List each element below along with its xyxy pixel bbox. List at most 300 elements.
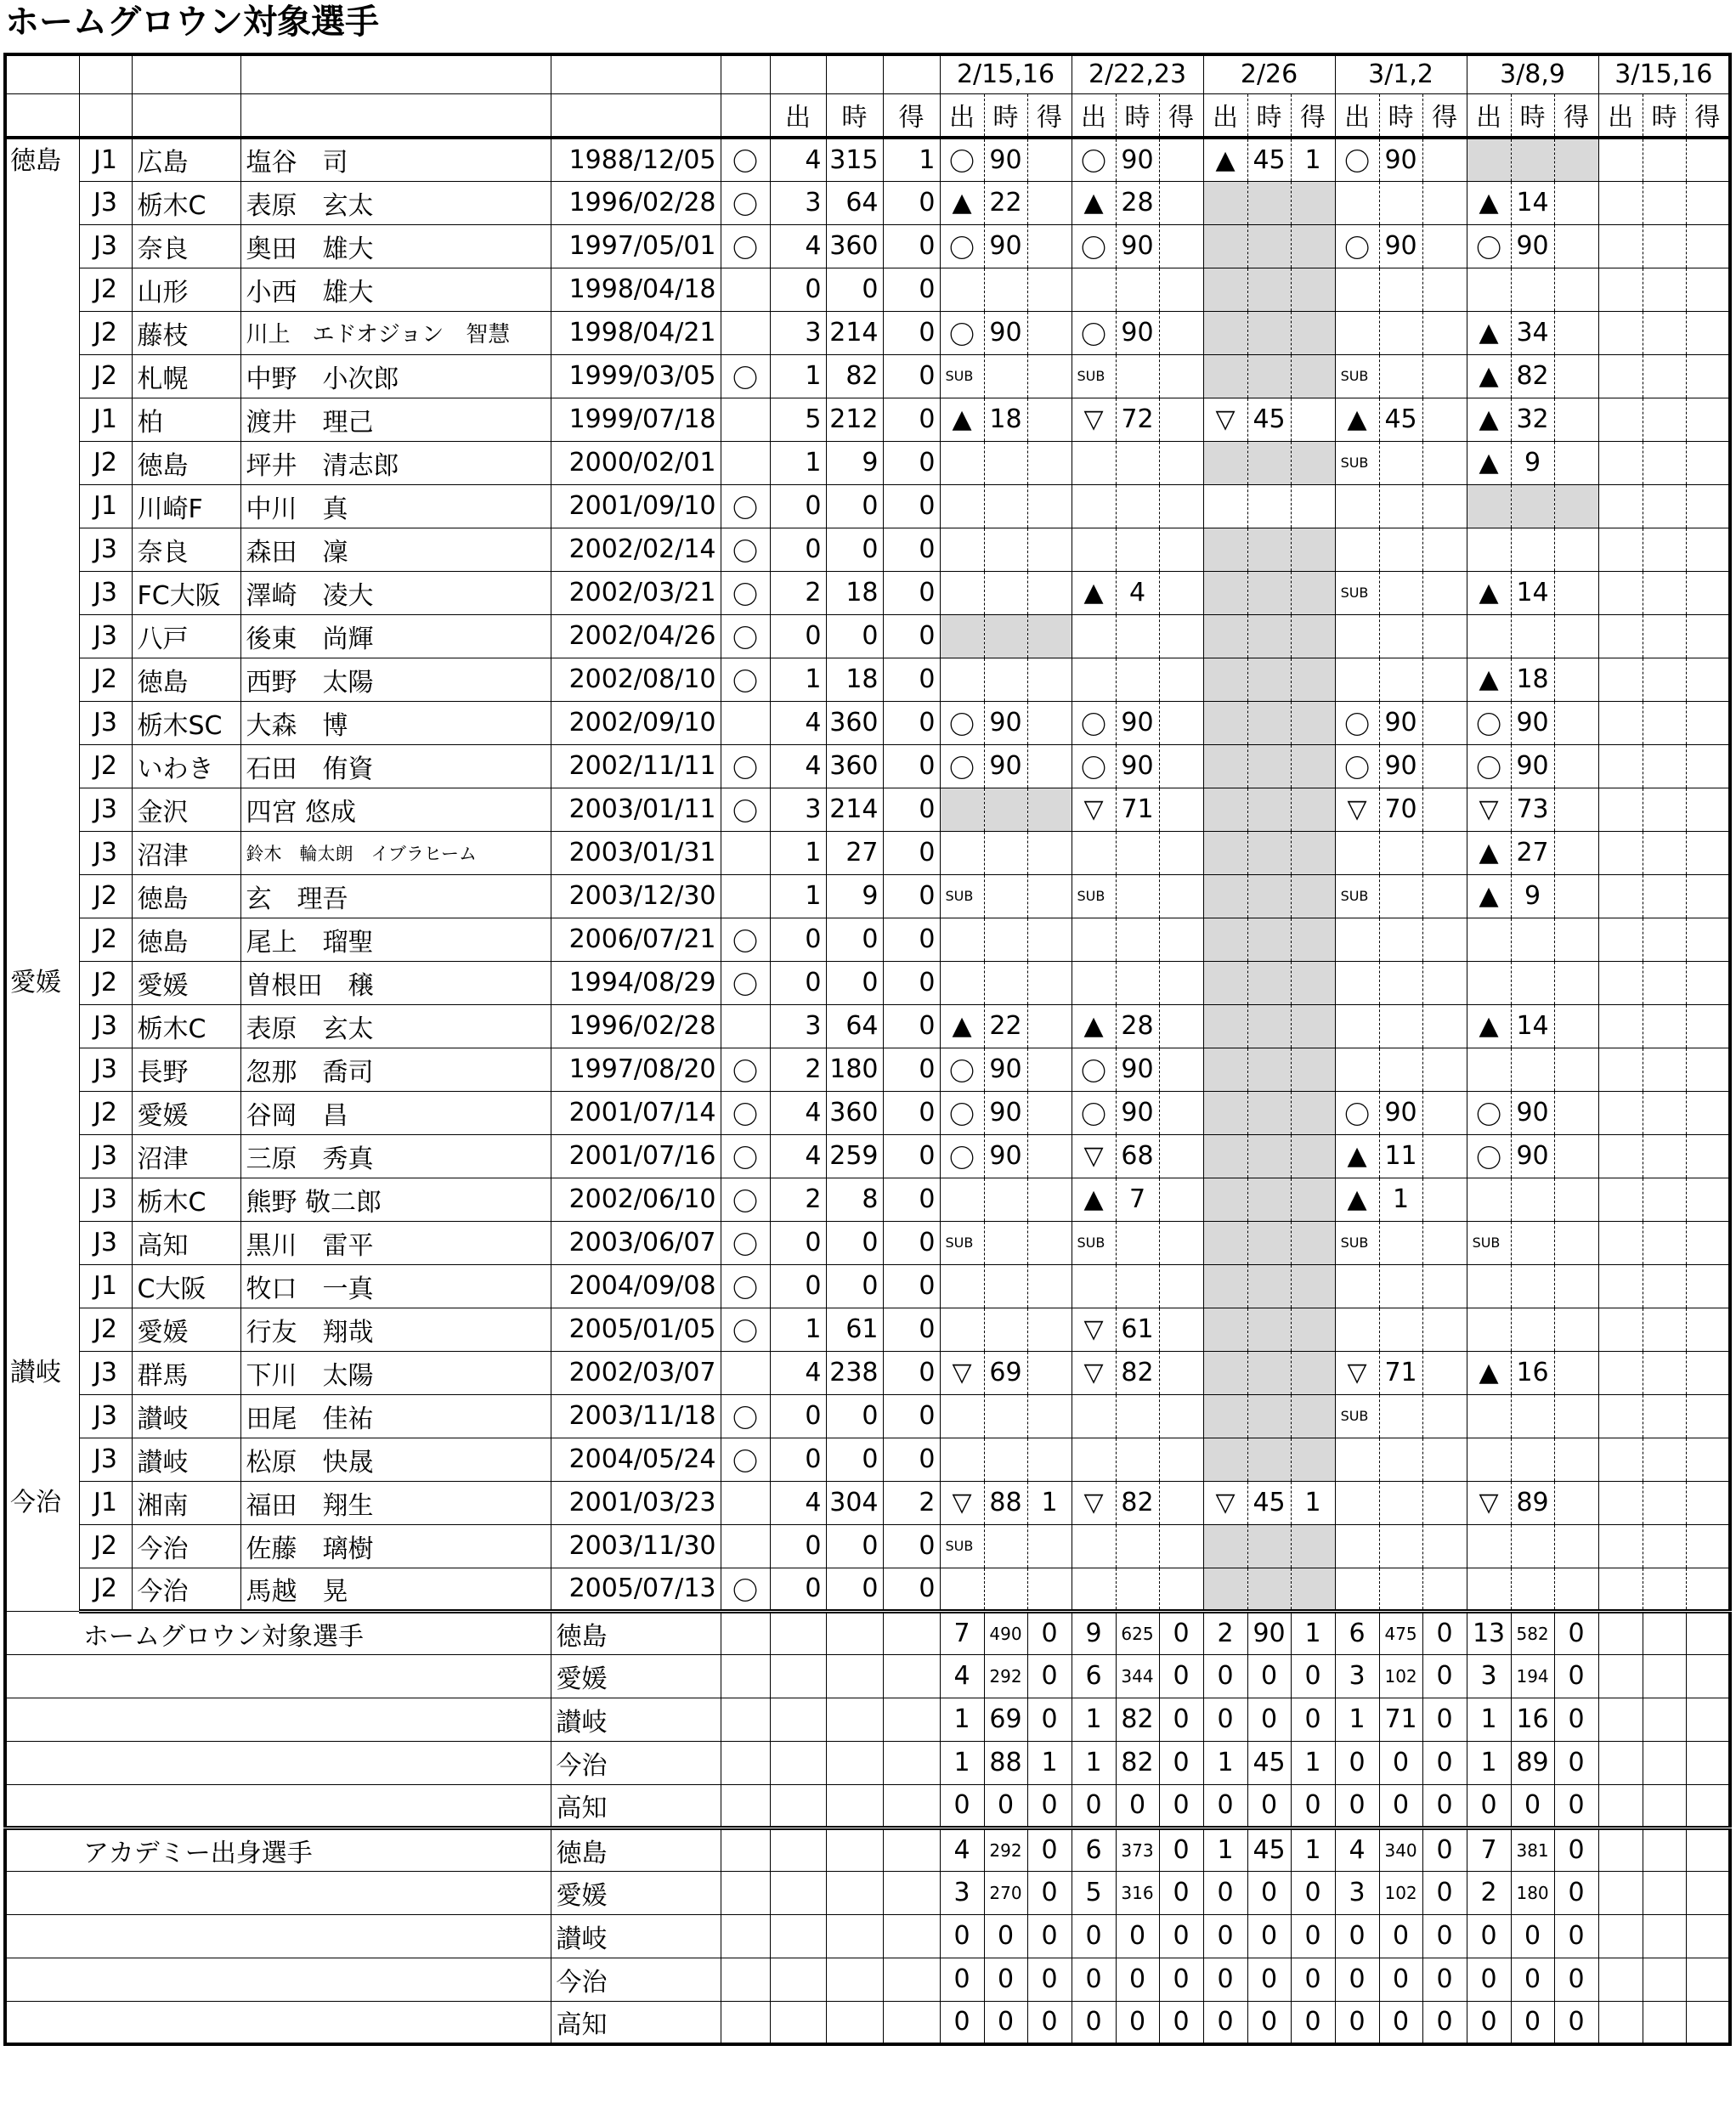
- total-minutes: 9: [826, 874, 883, 918]
- summary-minutes: 69: [984, 1698, 1027, 1741]
- match-goals: [1291, 1178, 1335, 1221]
- match-result-mark: [1335, 658, 1379, 701]
- total-sub-header: 出: [770, 93, 826, 138]
- total-apps: 2: [770, 1178, 826, 1221]
- summary-blank: [721, 1611, 770, 1654]
- player-name: 小西 雄大: [240, 268, 551, 311]
- match-minutes: [1116, 918, 1159, 961]
- match-minutes: [1116, 484, 1159, 528]
- loan-club: 高知: [132, 1221, 240, 1264]
- birth-date: 1997/05/01: [551, 224, 721, 268]
- player-row: [5, 398, 1730, 441]
- match-goals: [1422, 614, 1467, 658]
- sub-mark: SUB: [1335, 1394, 1379, 1438]
- match-result-mark: ▲: [1467, 1004, 1511, 1048]
- match-result-mark: [1598, 614, 1643, 658]
- match-result-mark: [1203, 1394, 1247, 1438]
- match-goals: [1422, 744, 1467, 788]
- summary-minutes: 71: [1379, 1698, 1422, 1741]
- academy-mark: [721, 1481, 770, 1524]
- match-sub-header: 得: [1686, 93, 1730, 138]
- match-result-mark: [940, 1568, 984, 1611]
- summary-goals: 0: [1422, 1828, 1467, 1871]
- summary-group-label: [5, 1654, 551, 1698]
- birth-date: 2002/04/26: [551, 614, 721, 658]
- summary-apps: 2: [1203, 1611, 1247, 1654]
- summary-apps: 1: [940, 1741, 984, 1784]
- summary-blank: [883, 1914, 940, 1958]
- match-minutes: 16: [1511, 1351, 1554, 1394]
- division: J3: [79, 1134, 132, 1178]
- birth-date: 2004/09/08: [551, 1264, 721, 1308]
- player-name: 尾上 瑠聖: [240, 918, 551, 961]
- total-apps: 0: [770, 1221, 826, 1264]
- match-minutes: [1247, 1438, 1291, 1481]
- match-minutes: 90: [984, 744, 1027, 788]
- sub-mark: SUB: [1335, 874, 1379, 918]
- summary-goals: 0: [1159, 1654, 1203, 1698]
- match-result-mark: [1335, 1264, 1379, 1308]
- match-minutes: 88: [984, 1481, 1027, 1524]
- match-goals: [1027, 1438, 1072, 1481]
- match-minutes: [1643, 1221, 1686, 1264]
- player-name: 後東 尚輝: [240, 614, 551, 658]
- match-result-mark: [1335, 1438, 1379, 1481]
- total-goals: 0: [883, 1264, 940, 1308]
- academy-mark: 〇: [721, 1438, 770, 1481]
- division: J2: [79, 918, 132, 961]
- academy-mark: 〇: [721, 614, 770, 658]
- match-goals: [1554, 484, 1598, 528]
- player-row: [5, 918, 1730, 961]
- match-goals: [1027, 658, 1072, 701]
- loan-club: 徳島: [132, 441, 240, 484]
- summary-minutes: 0: [1247, 1698, 1291, 1741]
- total-sub-header: 時: [826, 93, 883, 138]
- match-minutes: [1379, 1221, 1422, 1264]
- match-result-mark: [1598, 398, 1643, 441]
- match-result-mark: 〇: [1467, 1134, 1511, 1178]
- match-minutes: [984, 961, 1027, 1004]
- match-goals: [1159, 1178, 1203, 1221]
- match-goals: 1: [1291, 1481, 1335, 1524]
- birth-date: 2003/12/30: [551, 874, 721, 918]
- summary-goals: 0: [1554, 1611, 1598, 1654]
- match-goals: [1686, 1481, 1730, 1524]
- match-goals: [1027, 1134, 1072, 1178]
- birth-date: 2005/07/13: [551, 1568, 721, 1611]
- match-goals: [1686, 1351, 1730, 1394]
- match-minutes: [1116, 354, 1159, 398]
- summary-minutes: 0: [1379, 1958, 1422, 2001]
- player-row: [5, 874, 1730, 918]
- match-goals: [1291, 918, 1335, 961]
- summary-apps: 0: [1335, 1784, 1379, 1828]
- birth-date: 1999/07/18: [551, 398, 721, 441]
- match-result-mark: 〇: [940, 138, 984, 181]
- summary-group-label: [5, 2001, 551, 2044]
- match-minutes: [1247, 1351, 1291, 1394]
- total-minutes: 360: [826, 224, 883, 268]
- total-minutes: 360: [826, 701, 883, 744]
- division: J3: [79, 1351, 132, 1394]
- match-goals: [1686, 484, 1730, 528]
- match-goals: [1291, 181, 1335, 224]
- summary-minutes: [1643, 1741, 1686, 1784]
- division: J1: [79, 138, 132, 181]
- summary-goals: 0: [1554, 1958, 1598, 2001]
- match-goals: [1159, 831, 1203, 874]
- match-result-mark: [1598, 788, 1643, 831]
- match-result-mark: [1203, 1091, 1247, 1134]
- total-minutes: 0: [826, 614, 883, 658]
- match-minutes: [1247, 1264, 1291, 1308]
- match-minutes: [1247, 224, 1291, 268]
- match-goals: [1554, 1134, 1598, 1178]
- match-goals: [1686, 311, 1730, 354]
- match-minutes: 90: [1116, 744, 1159, 788]
- match-minutes: [1379, 571, 1422, 614]
- sub-mark: SUB: [1072, 354, 1116, 398]
- match-result-mark: [1203, 571, 1247, 614]
- match-goals: [1159, 1048, 1203, 1091]
- match-minutes: 90: [984, 1091, 1027, 1134]
- player-row: [5, 614, 1730, 658]
- header-blank: [5, 54, 79, 93]
- match-result-mark: [1072, 1438, 1116, 1481]
- match-result-mark: [1598, 528, 1643, 571]
- match-minutes: 90: [1379, 1091, 1422, 1134]
- loan-club: 今治: [132, 1568, 240, 1611]
- match-goals: [1554, 1004, 1598, 1048]
- match-minutes: [1643, 354, 1686, 398]
- match-goals: [1159, 658, 1203, 701]
- total-sub-header: 得: [883, 93, 940, 138]
- match-goals: [1291, 571, 1335, 614]
- match-minutes: [1247, 1004, 1291, 1048]
- academy-mark: 〇: [721, 1048, 770, 1091]
- summary-row: [5, 1958, 1730, 2001]
- match-result-mark: [1598, 1134, 1643, 1178]
- total-goals: 0: [883, 701, 940, 744]
- birth-date: 1996/02/28: [551, 181, 721, 224]
- summary-minutes: 88: [984, 1741, 1027, 1784]
- match-minutes: [1247, 831, 1291, 874]
- summary-apps: 0: [1203, 1654, 1247, 1698]
- match-minutes: [984, 1178, 1027, 1221]
- match-result-mark: [1335, 1524, 1379, 1568]
- loan-club: 長野: [132, 1048, 240, 1091]
- total-apps: 0: [770, 918, 826, 961]
- match-goals: [1686, 1134, 1730, 1178]
- summary-goals: 0: [1554, 1698, 1598, 1741]
- match-result-mark: ▽: [1467, 788, 1511, 831]
- match-goals: [1291, 874, 1335, 918]
- player-row: [5, 1351, 1730, 1394]
- total-minutes: 27: [826, 831, 883, 874]
- match-result-mark: [1203, 744, 1247, 788]
- summary-goals: 0: [1159, 1871, 1203, 1914]
- match-result-mark: [1598, 701, 1643, 744]
- total-apps: 0: [770, 1394, 826, 1438]
- match-minutes: [1379, 311, 1422, 354]
- match-goals: [1291, 788, 1335, 831]
- sub-mark: SUB: [940, 1221, 984, 1264]
- player-name: 坪井 清志郎: [240, 441, 551, 484]
- match-minutes: [1116, 614, 1159, 658]
- match-minutes: 14: [1511, 1004, 1554, 1048]
- match-minutes: 1: [1379, 1178, 1422, 1221]
- match-goals: [1159, 918, 1203, 961]
- summary-goals: [1686, 1741, 1730, 1784]
- match-sub-header: 得: [1422, 93, 1467, 138]
- match-goals: [1554, 311, 1598, 354]
- match-minutes: [1643, 658, 1686, 701]
- summary-apps: 0: [1203, 1958, 1247, 2001]
- match-goals: [1554, 961, 1598, 1004]
- division: J2: [79, 744, 132, 788]
- match-minutes: [1643, 1134, 1686, 1178]
- summary-goals: 0: [1159, 1698, 1203, 1741]
- match-minutes: [1643, 744, 1686, 788]
- total-minutes: 0: [826, 1438, 883, 1481]
- summary-goals: [1686, 2001, 1730, 2044]
- match-minutes: [1247, 1221, 1291, 1264]
- match-minutes: 61: [1116, 1308, 1159, 1351]
- total-goals: 0: [883, 311, 940, 354]
- division: J2: [79, 268, 132, 311]
- loan-club: 広島: [132, 138, 240, 181]
- division: J3: [79, 1394, 132, 1438]
- total-goals: 1: [883, 138, 940, 181]
- match-result-mark: ▽: [940, 1351, 984, 1394]
- match-minutes: [1643, 311, 1686, 354]
- match-minutes: [1116, 1438, 1159, 1481]
- match-minutes: [1643, 1004, 1686, 1048]
- match-minutes: 9: [1511, 874, 1554, 918]
- summary-goals: 0: [1027, 1611, 1072, 1654]
- summary-goals: 0: [1291, 1871, 1335, 1914]
- match-result-mark: ▲: [940, 181, 984, 224]
- match-result-mark: [1467, 961, 1511, 1004]
- summary-row: [5, 1654, 1730, 1698]
- summary-blank: [770, 1784, 826, 1828]
- match-minutes: [1643, 138, 1686, 181]
- match-goals: [1422, 268, 1467, 311]
- summary-club: 愛媛: [551, 1654, 721, 1698]
- match-sub-header: 出: [1335, 93, 1379, 138]
- match-goals: [1422, 1264, 1467, 1308]
- total-minutes: 0: [826, 1524, 883, 1568]
- match-minutes: [1511, 1568, 1554, 1611]
- match-minutes: [1643, 398, 1686, 441]
- match-minutes: [1511, 1438, 1554, 1481]
- match-goals: [1422, 1568, 1467, 1611]
- total-apps: 1: [770, 658, 826, 701]
- summary-blank: [883, 1958, 940, 2001]
- summary-apps: 1: [1072, 1698, 1116, 1741]
- match-result-mark: ▽: [1335, 788, 1379, 831]
- match-minutes: [1379, 1004, 1422, 1048]
- match-minutes: [1247, 961, 1291, 1004]
- match-goals: [1027, 1568, 1072, 1611]
- match-goals: 1: [1027, 1481, 1072, 1524]
- match-goals: [1422, 1091, 1467, 1134]
- birth-date: 2002/02/14: [551, 528, 721, 571]
- academy-mark: 〇: [721, 1134, 770, 1178]
- birth-date: 1999/03/05: [551, 354, 721, 398]
- match-goals: [1686, 528, 1730, 571]
- match-minutes: [1643, 701, 1686, 744]
- summary-apps: 0: [1072, 1914, 1116, 1958]
- summary-goals: [1686, 1611, 1730, 1654]
- match-goals: [1686, 701, 1730, 744]
- summary-goals: 0: [1554, 1784, 1598, 1828]
- loan-club: 沼津: [132, 831, 240, 874]
- summary-goals: 0: [1027, 1654, 1072, 1698]
- match-goals: [1027, 614, 1072, 658]
- match-minutes: [1116, 658, 1159, 701]
- match-minutes: [984, 268, 1027, 311]
- match-result-mark: ▲: [1467, 398, 1511, 441]
- division: J3: [79, 224, 132, 268]
- summary-blank: [770, 1654, 826, 1698]
- match-result-mark: ▲: [1467, 874, 1511, 918]
- total-apps: 1: [770, 874, 826, 918]
- match-result-mark: 〇: [940, 701, 984, 744]
- summary-goals: 1: [1291, 1611, 1335, 1654]
- match-result-mark: 〇: [940, 1048, 984, 1091]
- academy-mark: [721, 1524, 770, 1568]
- birth-date: 2005/01/05: [551, 1308, 721, 1351]
- total-apps: 4: [770, 1091, 826, 1134]
- match-minutes: 90: [1511, 744, 1554, 788]
- match-minutes: 32: [1511, 398, 1554, 441]
- match-goals: [1159, 1481, 1203, 1524]
- summary-minutes: 0: [984, 1784, 1027, 1828]
- match-minutes: [1379, 1308, 1422, 1351]
- match-sub-header: 得: [1291, 93, 1335, 138]
- summary-group-label: [5, 1871, 551, 1914]
- summary-blank: [770, 1871, 826, 1914]
- summary-blank: [721, 1828, 770, 1871]
- division: J3: [79, 1048, 132, 1091]
- match-minutes: 90: [1116, 701, 1159, 744]
- match-goals: [1554, 1048, 1598, 1091]
- summary-minutes: 0: [1116, 1914, 1159, 1958]
- birth-date: 2002/11/11: [551, 744, 721, 788]
- total-apps: 0: [770, 268, 826, 311]
- total-goals: 0: [883, 1568, 940, 1611]
- match-goals: [1554, 1351, 1598, 1394]
- match-goals: [1422, 1308, 1467, 1351]
- match-minutes: 27: [1511, 831, 1554, 874]
- match-result-mark: [1072, 484, 1116, 528]
- match-goals: [1159, 1438, 1203, 1481]
- match-minutes: [984, 1438, 1027, 1481]
- match-minutes: [1379, 918, 1422, 961]
- match-minutes: 45: [1379, 398, 1422, 441]
- total-minutes: 238: [826, 1351, 883, 1394]
- match-minutes: [1247, 918, 1291, 961]
- summary-goals: 0: [1291, 1698, 1335, 1741]
- match-goals: [1686, 354, 1730, 398]
- match-goals: [1159, 311, 1203, 354]
- loan-club: 愛媛: [132, 1308, 240, 1351]
- summary-minutes: 194: [1511, 1654, 1554, 1698]
- birth-date: 2002/03/07: [551, 1351, 721, 1394]
- match-goals: [1027, 181, 1072, 224]
- match-minutes: 90: [1116, 224, 1159, 268]
- summary-goals: 0: [1554, 1741, 1598, 1784]
- match-goals: [1686, 1178, 1730, 1221]
- match-minutes: [1247, 484, 1291, 528]
- summary-minutes: [1643, 1698, 1686, 1741]
- match-goals: [1159, 788, 1203, 831]
- match-result-mark: ▲: [1335, 1134, 1379, 1178]
- total-apps: 3: [770, 311, 826, 354]
- summary-club: 今治: [551, 1958, 721, 2001]
- match-result-mark: [1072, 1264, 1116, 1308]
- match-minutes: [1247, 1048, 1291, 1091]
- summary-goals: 0: [1422, 2001, 1467, 2044]
- match-result-mark: 〇: [1335, 1091, 1379, 1134]
- summary-goals: 0: [1554, 1914, 1598, 1958]
- total-minutes: 82: [826, 354, 883, 398]
- match-goals: [1422, 701, 1467, 744]
- match-minutes: [1511, 918, 1554, 961]
- match-result-mark: [1203, 1351, 1247, 1394]
- summary-goals: 0: [1159, 1958, 1203, 2001]
- sub-mark: SUB: [940, 354, 984, 398]
- match-minutes: [984, 788, 1027, 831]
- summary-blank: [883, 1784, 940, 1828]
- academy-mark: 〇: [721, 1568, 770, 1611]
- player-row: [5, 1481, 1730, 1524]
- header-blank: [721, 93, 770, 138]
- match-result-mark: ▽: [1072, 1134, 1116, 1178]
- match-minutes: 34: [1511, 311, 1554, 354]
- total-goals: 0: [883, 1221, 940, 1264]
- match-goals: [1027, 1004, 1072, 1048]
- match-goals: [1554, 181, 1598, 224]
- match-minutes: 90: [1511, 1134, 1554, 1178]
- summary-apps: [1598, 1741, 1643, 1784]
- match-goals: [1159, 1221, 1203, 1264]
- match-goals: [1159, 874, 1203, 918]
- summary-goals: [1686, 1654, 1730, 1698]
- loan-club: 奈良: [132, 528, 240, 571]
- summary-minutes: 0: [1511, 2001, 1554, 2044]
- match-minutes: 90: [1116, 311, 1159, 354]
- birth-date: 1994/08/29: [551, 961, 721, 1004]
- summary-goals: 0: [1291, 2001, 1335, 2044]
- match-result-mark: [1598, 658, 1643, 701]
- summary-club: 徳島: [551, 1828, 721, 1871]
- match-result-mark: [1203, 831, 1247, 874]
- summary-club: 今治: [551, 1741, 721, 1784]
- match-minutes: 7: [1116, 1178, 1159, 1221]
- match-result-mark: ▲: [1467, 658, 1511, 701]
- summary-minutes: 90: [1247, 1611, 1291, 1654]
- total-apps: 3: [770, 1004, 826, 1048]
- total-apps: 1: [770, 441, 826, 484]
- match-minutes: 45: [1247, 138, 1291, 181]
- total-apps: 1: [770, 1308, 826, 1351]
- player-table: [3, 53, 1732, 2046]
- match-goals: [1159, 354, 1203, 398]
- birth-date: 1998/04/18: [551, 268, 721, 311]
